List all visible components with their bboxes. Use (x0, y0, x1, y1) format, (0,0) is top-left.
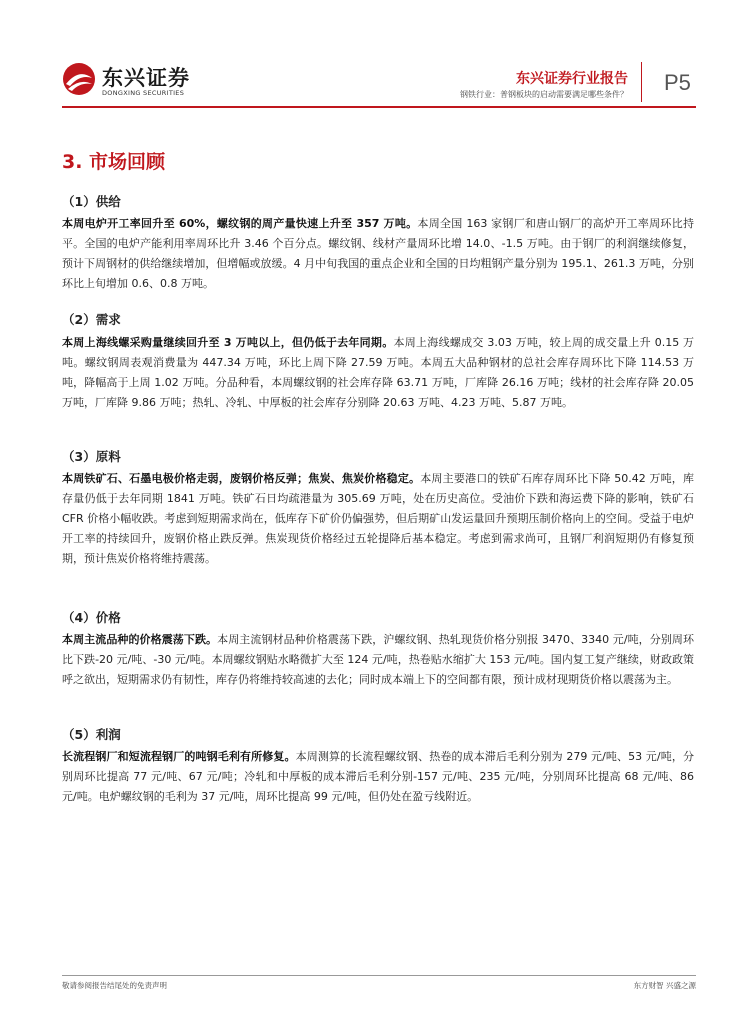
paragraph-demand (62, 333, 694, 413)
subsection-heading-price: （4）价格 (62, 610, 121, 625)
paragraph-body: 本周主流钢材品种价格震荡下跌，沪螺纹钢、热轧现货价格分别报 3470、3340 元/吨，分别周环比下跌-20 元/吨、-30 元/吨。本周螺纹钢贴水略微扩大至 124 元/吨，热卷贴水缩扩大 153 元/吨。国内复工复产继续，财政政策呼之欲出，短期需求仍有韧性，库存仍将维持较高速的去化；同时成本端上下的空间都有限，预计成材现期货价格以震荡为主。 (62, 633, 695, 686)
paragraph-lead: 本周电炉开工率回升至 60%，螺纹钢的周产量快速上升至 357 万吨。 (62, 217, 418, 230)
header-rule (62, 106, 696, 108)
paragraph-raw-materials (62, 469, 694, 569)
paragraph-lead: 本周铁矿石、石墨电极价格走弱，废钢价格反弹；焦炭、焦炭价格稳定。 (62, 472, 421, 485)
paragraph-body: 本周全国 163 家钢厂和唐山钢厂的高炉开工率周环比持平。全国的电炉产能利用率周环比升 3.46 个百分点。螺纹钢、线材产量周环比增 14.0、-1.5 万吨。由于钢厂的利润继续修复，预计下周钢材的供给继续增加，但增幅或放缓。4 月中旬我国的重点企业和全国的日均粗钢产量分别为 195.1、261.3 万吨，分别环比上旬增加 0.6、0.8 万吨。 (62, 217, 694, 290)
paragraph-lead: 本周上海线螺采购量继续回升至 3 万吨以上，但仍低于去年同期。 (62, 336, 394, 349)
subsection-heading-demand: （2）需求 (62, 312, 121, 327)
paragraph-supply (62, 214, 694, 294)
paragraph-price (62, 630, 694, 690)
logo-text-en: DONGXING SECURITIES (102, 89, 185, 97)
subsection-heading-raw-materials: （3）原料 (62, 449, 121, 464)
header-divider (641, 62, 642, 102)
footer-disclaimer: 敬请参阅报告结尾处的免责声明 (62, 981, 167, 990)
paragraph-body: 本周主要港口的铁矿石库存周环比下降 50.42 万吨，库存量仍低于去年同期 1841 万吨。铁矿石日均疏港量为 305.69 万吨，处在历史高位。受油价下跌和海运费下降的影响，铁矿石 CFR 价格小幅收跌。考虑到短期需求尚在，低库存下矿价仍偏强势，但后期矿山发运量回升预期压制价格向上的空间。受益于电炉开工率的持续回升，废钢价格止跌反弹。焦炭现货价格经过五轮提降后基本稳定。考虑到需求尚可，且钢厂利润短期仍有修复预期，预计焦炭价格将维持震荡。 (62, 472, 695, 565)
report-subtitle: 钢铁行业：普钢板块的启动需要满足哪些条件？ (460, 90, 628, 99)
paragraph-lead: 长流程钢厂和短流程钢厂的吨钢毛利有所修复。 (62, 750, 296, 763)
company-logo (62, 60, 212, 100)
logo-text-cn: 东兴证券 (102, 66, 190, 90)
paragraph-body: 本周测算的长流程螺纹钢、热卷的成本滞后毛利分别为 279 元/吨、53 元/吨，分别周环比提高 77 元/吨、67 元/吨；冷轧和中厚板的成本滞后毛利分别-157 元/吨、235 元/吨，分别周环比提高 68 元/吨、86 元/吨。电炉螺纹钢的毛利为 37 元/吨，周环比提高 99 元/吨，但仍处在盈亏线附近。 (62, 750, 694, 803)
footer-rule (62, 975, 696, 976)
paragraph-body: 本周上海线螺成交 3.03 万吨，较上周的成交量上升 0.15 万吨。螺纹钢周表观消费量为 447.34 万吨，环比上周下降 27.59 万吨。本周五大品种钢材的总社会库存周环比下降 114.53 万吨，降幅高于上周 1.02 万吨。分品种看，本周螺纹钢的社会库存降 63.71 万吨，厂库降 26.16 万吨；线材的社会库存降 20.05 万吨，厂库降 9.86 万吨；热轧、冷轧、中厚板的社会库存分别降 20.63 万吨、4.23 万吨、5.87 万吨。 (62, 336, 694, 409)
paragraph-lead: 本周主流品种的价格震荡下跌。 (62, 633, 218, 646)
footer-slogan: 东方财智 兴盛之源 (633, 981, 696, 990)
report-title: 东兴证券行业报告 (516, 71, 628, 87)
subsection-heading-supply: （1）供给 (62, 194, 121, 209)
section-title: 3. 市场回顾 (62, 151, 166, 173)
paragraph-profit (62, 747, 694, 807)
logo-mark-icon (62, 62, 96, 96)
subsection-heading-profit: （5）利润 (62, 727, 121, 742)
page-number: P5 (664, 70, 691, 95)
